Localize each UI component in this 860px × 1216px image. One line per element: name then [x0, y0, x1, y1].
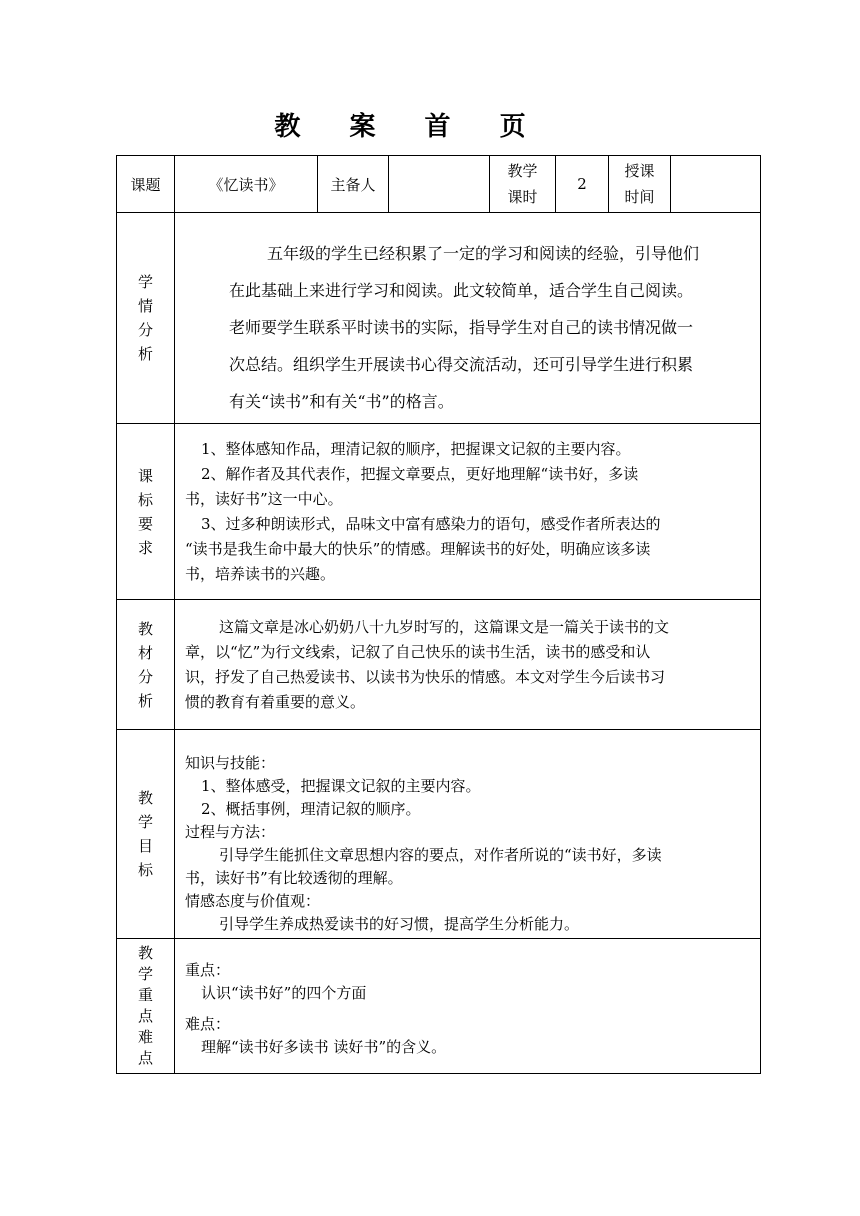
key-points-content: 重点： 认识“读书好”的四个方面 难点： 理解“读书好多读书 读好书”的含义。	[175, 939, 761, 1074]
page-title: 教 案 首 页	[274, 112, 546, 142]
lead-teacher-value	[389, 156, 490, 213]
lead-teacher-label: 主备人	[318, 156, 389, 213]
class-hours-label: 教学 课时	[490, 156, 556, 213]
student-analysis-content: 五年级的学生已经积累了一定的学习和阅读的经验，引导他们 在此基础上来进行学习和阅读。此文较简单，适合学生自己阅读。 老师要学生联系平时读书的实际，指导学生对自己的读书情况做一 次总结。组织学生开展读书心得交流活动，还可引导学生进行积累 有关“读书”和有关“书”的格言。	[175, 213, 761, 424]
student-analysis-label: 学 情 分 析	[117, 213, 175, 424]
curriculum-row	[117, 424, 761, 600]
topic-value: 《忆读书》	[175, 156, 318, 213]
key-points-row	[117, 939, 761, 1074]
header-row	[117, 156, 761, 213]
objectives-row	[117, 730, 761, 939]
curriculum-label: 课 标 要 求	[117, 424, 175, 600]
topic-label: 课题	[117, 156, 175, 213]
teaching-time-label: 授课 时间	[609, 156, 671, 213]
objectives-content: 知识与技能： 1、整体感受，把握课文记叙的主要内容。 2、概括事例，理清记叙的顺序。 过程与方法： 引导学生能抓住文章思想内容的要点，对作者所说的“读书好，多读 书，读好书”有比较透彻的理解。 情感态度与价值观： 引导学生养成热爱读书的好习惯，提高学生分析能力。	[175, 730, 761, 939]
material-content: 这篇文章是冰心奶奶八十九岁时写的，这篇课文是一篇关于读书的文 章，以“忆”为行文线索，记叙了自己快乐的读书生活，读书的感受和认 识，抒发了自己热爱读书、以读书为快乐的情感。本文对学生今后读书习 惯的教育有着重要的意义。	[175, 600, 761, 730]
student-analysis-row	[117, 213, 761, 424]
material-label: 教 材 分 析	[117, 600, 175, 730]
teaching-time-value	[671, 156, 761, 213]
material-row	[117, 600, 761, 730]
class-hours-value: 2	[556, 156, 609, 213]
key-points-label: 教 学 重 点 难 点	[117, 939, 175, 1074]
objectives-label: 教 学 目 标	[117, 730, 175, 939]
lesson-plan-table	[116, 155, 761, 1074]
curriculum-content: 1、整体感知作品，理清记叙的顺序，把握课文记叙的主要内容。 2、解作者及其代表作，把握文章要点，更好地理解“读书好，多读 书，读好书”这一中心。 3、过多种朗读形式，品味文中富有感染力的语句，感受作者所表达的 “读书是我生命中最大的快乐”的情感。理解读书的好处，明确应该多读 书，培养读书的兴趣。	[175, 424, 761, 600]
